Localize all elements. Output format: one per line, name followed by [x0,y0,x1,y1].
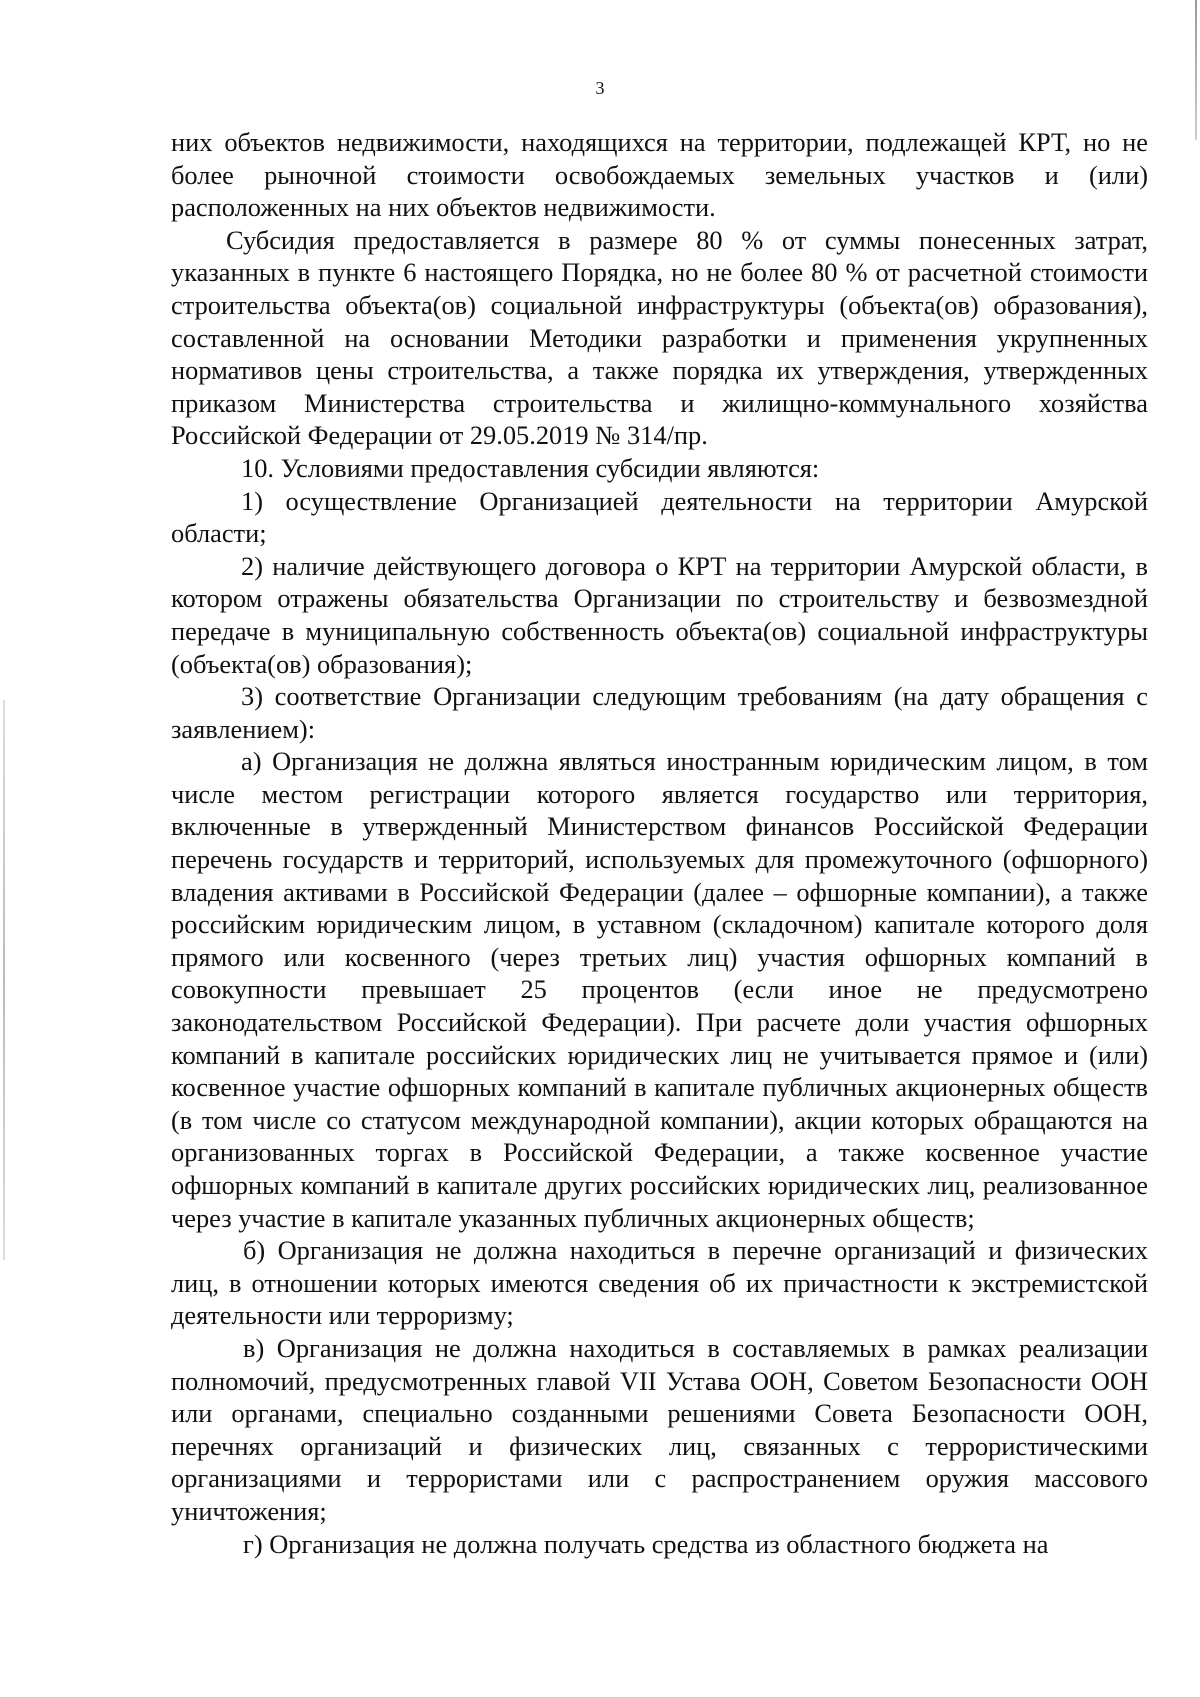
paragraph: 2) наличие действующего договора о КРТ на территории Амурской области, в котором отражены обязательства Организации по строительству и безвозмездной передаче в муниципальную собственность объекта(ов) социальной инфраструктуры (объекта(ов) образования); [171,550,1148,679]
scan-edge [3,700,5,1260]
paragraph: а) Организация не должна являться иностранным юридическим лицом, в том числе местом регистрации которого является государство или территория, включенные в утвержденный Министерством финансов Российской Федерации перечень государств и территорий, используемых для промежуточного (офшорного) владения активами в Российской Федерации (далее – офшорные компании), а также российским юридическим лицом, в уставном (складочном) капитале которого доля прямого или косвенного (через третьих лиц) участия офшорных компаний в совокупности превышает 25 процентов (если иное не предусмотрено законодательством Российской Федерации). При расчете доли участия офшорных компаний в капитале российских юридических лиц не учитывается прямое и (или) косвенное участие офшорных компаний в капитале публичных акционерных обществ (в том числе со статусом международной компании), акции которых обращаются на организованных торгах в Российской Федерации, а также косвенное участие офшорных компаний в капитале других российских юридических лиц, реализованное через участие в капитале указанных публичных акционерных обществ; [171,746,1148,1233]
page-number: 3 [595,78,605,98]
paragraph: в) Организация не должна находиться в составляемых в рамках реализации полномочий, предусмотренных главой VII Устава ООН, Советом Безопасности ООН или органами, специально созданными решениями Совета Безопасности ООН, перечнях организаций и физических лиц, связанных с террористическими организациями и террористами или с распространением оружия массового уничтожения; [171,1332,1148,1526]
paragraph: г) Организация не должна получать средства из областного бюджета на [243,1528,1049,1559]
paragraph: 1) осуществление Организацией деятельности на территории Амурской области; [171,485,1148,549]
paragraph: них объектов недвижимости, находящихся на территории, подлежащей КРТ, но не более рыночной стоимости освобождаемых земельных участков и (или) расположенных на них объектов недвижимости. [171,127,1148,223]
paragraph: б) Организация не должна находиться в перечне организаций и физических лиц, в отношении которых имеются сведения об их причастности к экстремистской деятельности или терроризму; [171,1235,1148,1331]
paragraph: 3) соответствие Организации следующим требованиям (на дату обращения с заявлением): [171,681,1148,744]
paragraph: 10. Условиями предоставления субсидии являются: [241,452,820,483]
paragraph: Субсидия предоставляется в размере 80 % от суммы понесенных затрат, указанных в пункте 6 настоящего Порядка, но не более 80 % от расчетной стоимости строительства объекта(ов) социальной инфраструктуры (объекта(ов) образования), составленной на основании Методики разработки и применения укрупненных нормативов цены строительства, а также порядка их утверждения, утвержденных приказом Министерства строительства и жилищно-коммунального хозяйства Российской Федерации от 29.05.2019 № 314/пр. [171,224,1148,451]
scan-edge [1195,0,1197,140]
document-body [171,126,1148,1560]
